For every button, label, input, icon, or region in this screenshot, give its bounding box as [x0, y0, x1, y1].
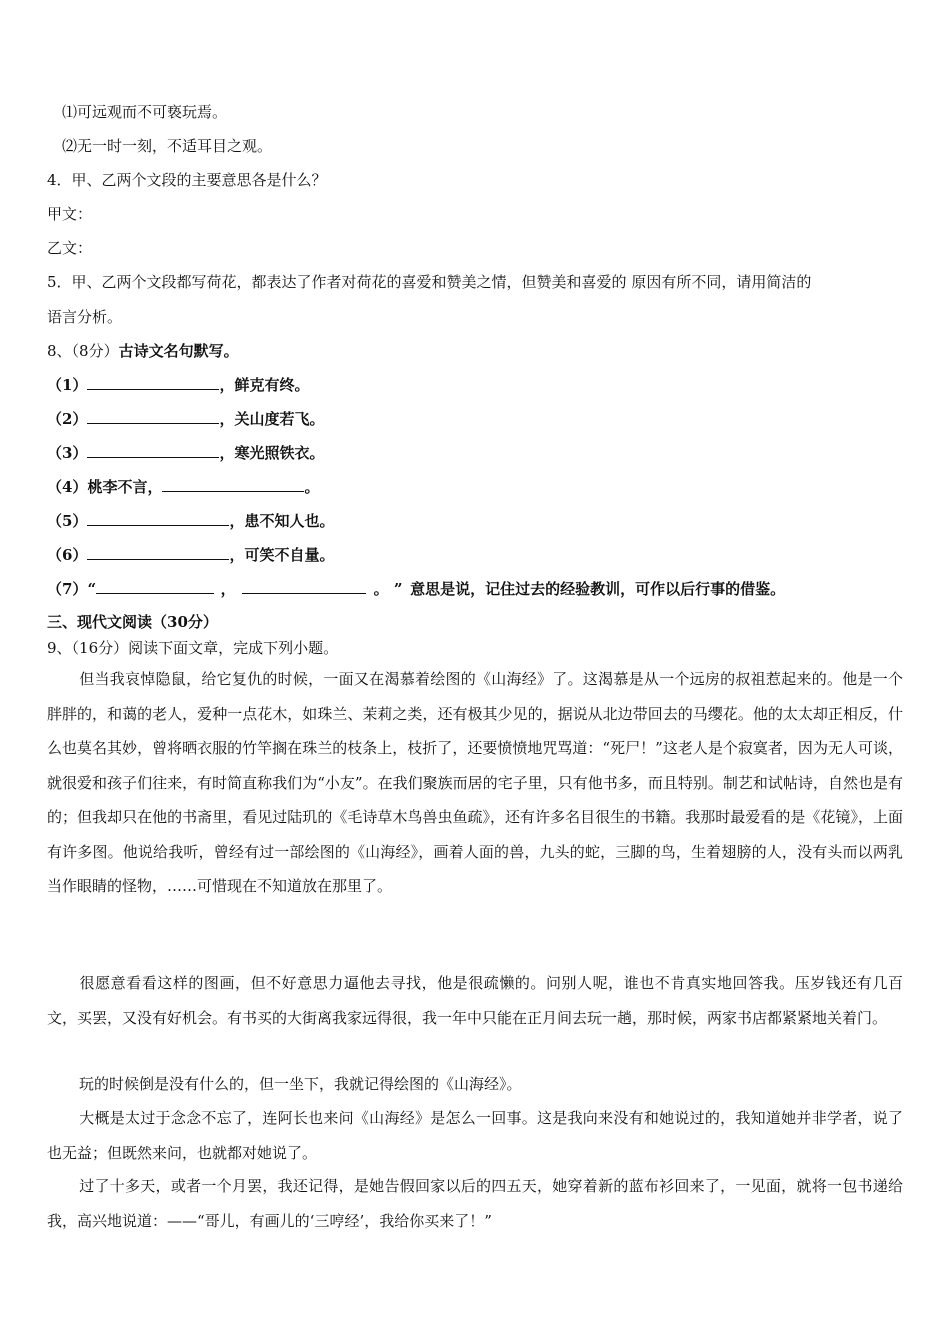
q8-item-2: （2） ，关山度若飞。	[47, 410, 325, 428]
q8-number: 8、（8分）	[47, 342, 119, 360]
q5-question-line1: 5．甲、乙两个文段都写荷花，都表达了作者对荷花的喜爱和赞美之情，但赞美和喜爱的 原因有所不同，请用简洁的	[47, 273, 812, 291]
q8-item-6: （6） ，可笑不自量。	[47, 546, 335, 564]
q8-item-1: （1） ，鲜克有终。	[47, 376, 310, 394]
answer-blank[interactable]	[162, 477, 304, 492]
q4-question: 4．甲、乙两个文段的主要意思各是什么？	[47, 171, 327, 189]
answer-blank[interactable]	[242, 579, 366, 594]
q9-instruction: 阅读下面文章，完成下列小题。	[128, 639, 339, 657]
passage-paragraph: 很愿意看看这样的图画，但不好意思力逼他去寻找，他是很疏懒的。问别人呢，谁也不肯真实地回答我。压岁钱还有几百文，买罢，又没有好机会。有书买的大街离我家远得很，我一年中只能在正月间去玩一趟，那时候，两家书店都紧紧地关着门。	[47, 974, 903, 1027]
q9-heading	[47, 638, 903, 658]
q9-number: 9、（16分）	[47, 639, 129, 657]
q8-item-3: （3） ，寒光照铁衣。	[47, 444, 325, 462]
q3-item-2: ⑵无一时一刻，不适耳目之观。	[62, 137, 273, 155]
q8-title: 古诗文名句默写。	[118, 342, 239, 360]
passage-paragraph: 但当我哀悼隐鼠，给它复仇的时候，一面又在渴慕着绘图的《山海经》了。这渴慕是从一个远房的叔祖惹起来的。他是一个胖胖的，和蔼的老人，爱种一点花木，如珠兰、茉莉之类，还有极其少见的，据说从北边带回去的马缨花。他的太太却正相反，什么也莫名其妙，曾将晒衣服的竹竿搁在珠兰的枝条上，枝折了，还要愤愤地咒骂道：“死尸！”这老人是个寂寞者，因为无人可谈，就很爱和孩子们往来，有时简直称我们为“小友”。在我们聚族而居的宅子里，只有他书多，而且特别。制艺和试帖诗，自然也是有的；但我却只在他的书斋里，看见过陆玑的《毛诗草木鸟兽虫鱼疏》，还有许多名目很生的书籍。我那时最爱看的是《花镜》，上面有许多图。他说给我听，曾经有过一部绘图的《山海经》，画着人面的兽，九头的蛇，三脚的鸟，生着翅膀的人，没有头而以两乳当作眼睛的怪物，……可惜现在不知道放在那里了。	[47, 670, 903, 895]
q5-question-line2: 语言分析。	[47, 308, 123, 326]
passage-paragraph: 大概是太过于念念不忘了，连阿长也来问《山海经》是怎么一回事。这是我向来没有和她说过的，我知道她并非学者，说了也无益；但既然来问，也就都对她说了。	[47, 1109, 903, 1162]
q8-heading	[47, 341, 903, 361]
answer-blank[interactable]	[87, 545, 229, 560]
q8-item-4: （4）桃李不言， 。	[47, 478, 320, 496]
q3-item-1: ⑴可远观而不可亵玩焉。	[62, 103, 228, 121]
q8-item-5: （5） ，患不知人也。	[47, 512, 335, 530]
answer-blank[interactable]	[87, 443, 219, 458]
q4-answer-b-label: 乙文：	[47, 239, 93, 257]
q4-answer-a-label: 甲文：	[47, 205, 93, 223]
answer-blank[interactable]	[96, 579, 214, 594]
answer-blank[interactable]	[87, 409, 219, 424]
q8-item-7: （7）“ ， 。 ” 意思是说，记住过去的经验教训，可作以后行事的借鉴。	[47, 580, 786, 598]
passage-paragraph: 玩的时候倒是没有什么的，但一坐下，我就记得绘图的《山海经》。	[79, 1075, 522, 1093]
passage-paragraph: 过了十多天，或者一个月罢，我还记得，是她告假回家以后的四五天，她穿着新的蓝布衫回来了，一见面，就将一包书递给我，高兴地说道：——“哥儿，有画儿的‘三哼经’，我给你买来了！”	[47, 1177, 903, 1230]
answer-blank[interactable]	[87, 375, 219, 390]
section-3-heading: 三、现代文阅读（30分）	[47, 613, 218, 631]
answer-blank[interactable]	[87, 511, 229, 526]
